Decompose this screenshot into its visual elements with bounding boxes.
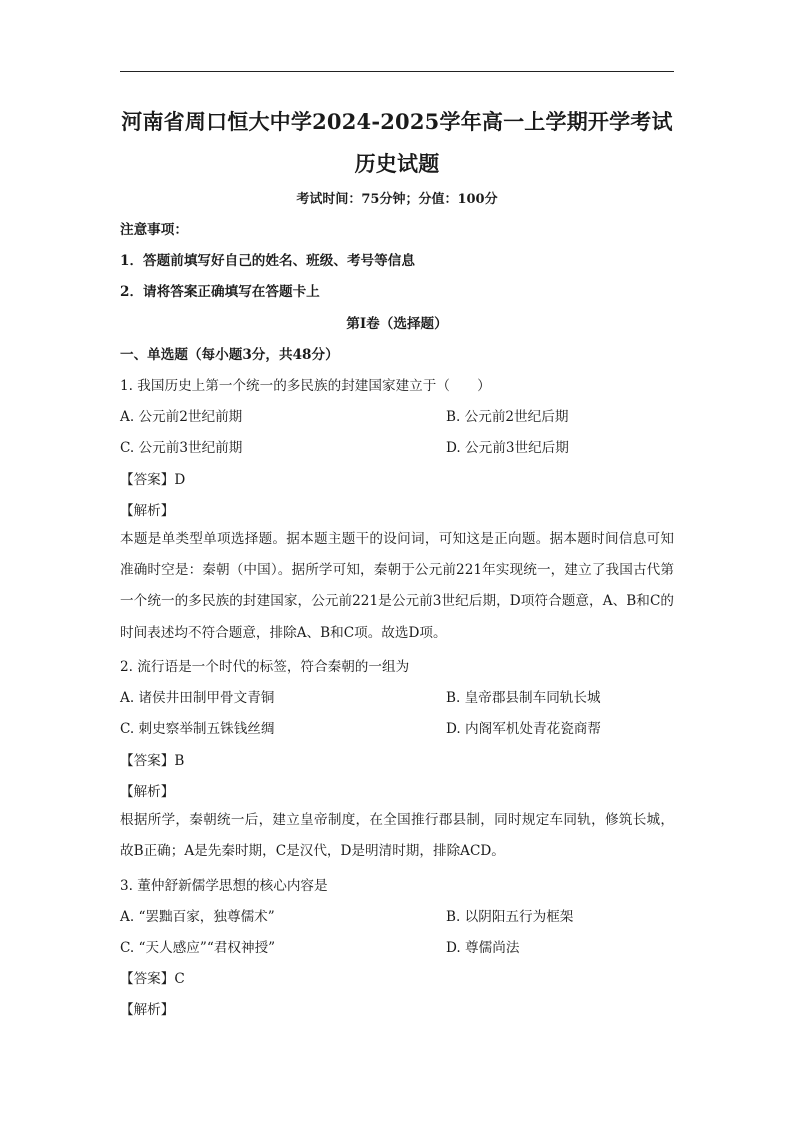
part-title: 一、单选题（每小题3分，共48分） (120, 347, 339, 363)
notice-heading: 注意事项： (120, 222, 188, 238)
option-c: C. 公元前3世纪前期 (120, 440, 243, 456)
option-a: A. 公元前2世纪前期 (120, 409, 243, 425)
notice-item: 1．答题前填写好自己的姓名、班级、考号等信息 (120, 253, 415, 269)
option-d: D. 公元前3世纪后期 (446, 440, 569, 456)
answer-label: 【答案】D (120, 472, 186, 488)
option-b: B. 以阴阳五行为框架 (446, 909, 574, 925)
option-b: B. 公元前2世纪后期 (446, 409, 569, 425)
option-c: C. “天人感应”“君权神授” (120, 940, 276, 956)
option-d: D. 尊儒尚法 (446, 940, 520, 956)
notice-item: 2．请将答案正确填写在答题卡上 (120, 284, 320, 300)
option-a: A. “罢黜百家，独尊儒术” (120, 909, 275, 925)
answer-label: 【答案】C (120, 971, 185, 987)
option-c: C. 刺史察举制五铢钱丝绸 (120, 721, 275, 737)
analysis-label: 【解析】 (120, 503, 175, 519)
header-rule (120, 71, 674, 72)
volume-title: 第I卷（选择题） (346, 316, 448, 332)
question-stem: 3. 董仲舒新儒学思想的核心内容是 (120, 878, 328, 894)
option-b: B. 皇帝郡县制车同轨长城 (446, 690, 601, 706)
option-d: D. 内阁军机处青花瓷商帮 (446, 721, 601, 737)
analysis-text: 根据所学，秦朝统一后，建立皇帝制度，在全国推行郡县制，同时规定车同轨，修筑长城，故B正确；A是先秦时期，C是汉代，D是明清时期，排除ACD。 (120, 812, 674, 860)
answer-label: 【答案】B (120, 753, 185, 769)
exam-info: 考试时间：75分钟；分值：100分 (296, 192, 498, 207)
analysis-label: 【解析】 (120, 784, 175, 800)
question-stem: 2. 流行语是一个时代的标签，符合秦朝的一组为 (120, 659, 410, 675)
analysis-label: 【解析】 (120, 1002, 175, 1018)
analysis-text: 本题是单类型单项选择题。据本题主题干的设问词，可知这是正向题。据本题时间信息可知准确时空是：秦朝（中国）。据所学可知，秦朝于公元前221年实现统一，建立了我国古代第一个统一的多民族的封建国家，公元前221是公元前3世纪后期，D项符合题意，A、B和C的时间表述均不符合题意，排除A、B和C项。故选D项。 (120, 531, 674, 641)
question-stem: 1. 我国历史上第一个统一的多民族的封建国家建立于（ ） (120, 378, 491, 394)
page-subtitle: 历史试题 (354, 151, 440, 176)
option-a: A. 诸侯井田制甲骨文青铜 (120, 690, 275, 706)
page-title: 河南省周口恒大中学2024-2025学年高一上学期开学考试 (121, 109, 673, 134)
